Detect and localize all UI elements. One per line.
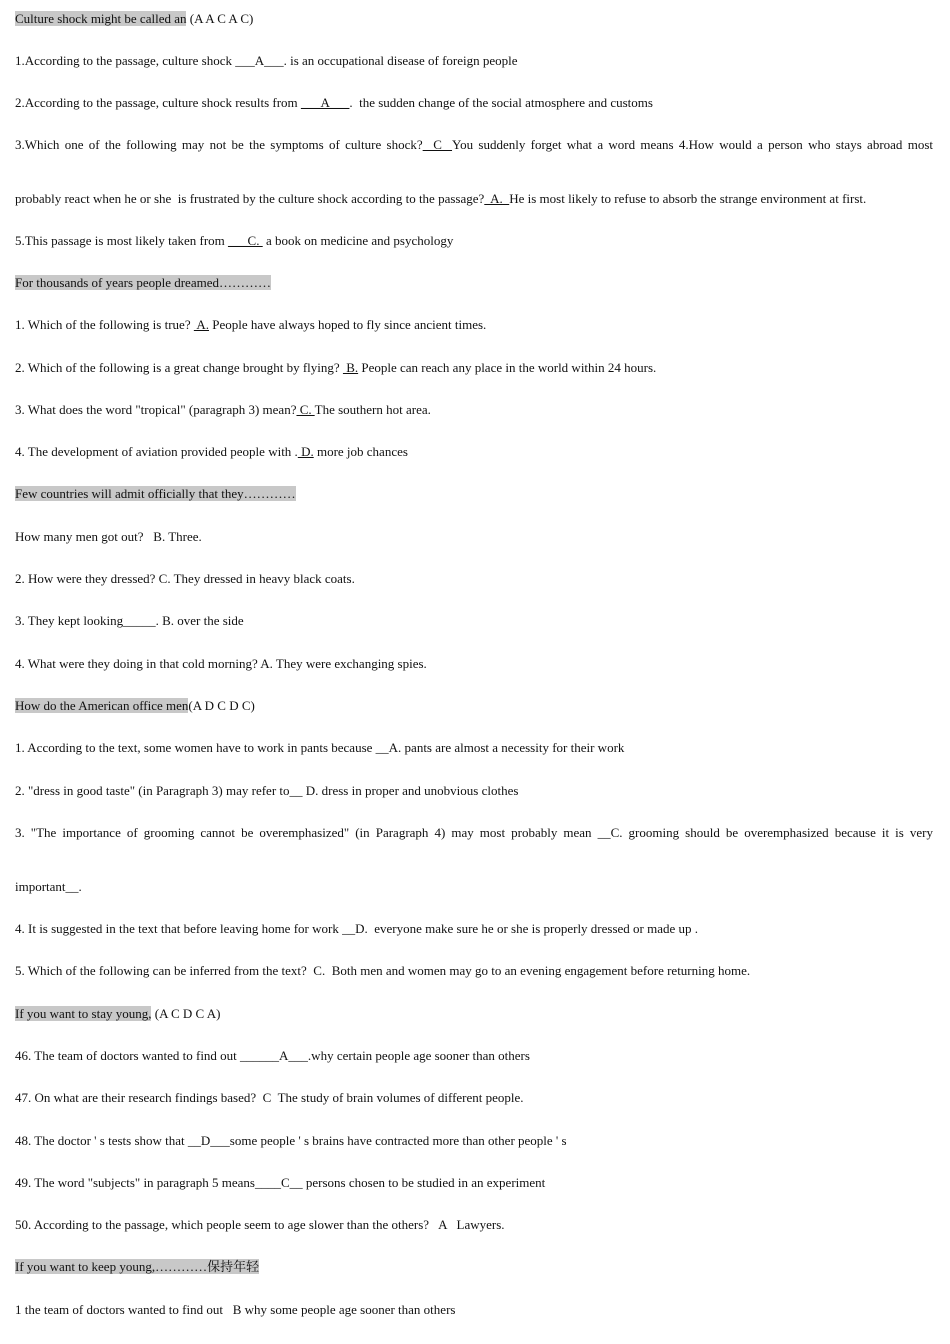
question-line: 1 the team of doctors wanted to find out B why some people age sooner than others (15, 1302, 456, 1317)
question-line: 3. They kept looking_____. B. over the side (15, 613, 244, 628)
question-text: 2.According to the passage, culture shock results from (15, 95, 301, 110)
question-text: 5.This passage is most likely taken from (15, 233, 229, 248)
answer-blank: ___A___ (300, 95, 350, 110)
question-line: 2. "dress in good taste" (in Paragraph 3) may refer to__ D. dress in proper and unobvious clothes (15, 783, 519, 798)
question-line: 48. The doctor ' s tests show that __D___some people ' s brains have contracted more than other people ' s (15, 1133, 567, 1148)
question-line (15, 52, 933, 69)
answer-blank: C. (296, 402, 315, 417)
question-line: 47. On what are their research findings based? C The study of brain volumes of different people. (15, 1090, 524, 1105)
question-line-continuation: important__. (15, 879, 82, 894)
question-text: 3. What does the word "tropical" (paragraph 3) mean? (15, 402, 297, 417)
answer-text: He is most likely to refuse to absorb the strange environment at first. (509, 191, 867, 206)
question-line: 46. The team of doctors wanted to find out ______A___.why certain people age sooner than others (15, 1048, 530, 1063)
answer-summary: (A A C A C) (186, 11, 254, 26)
question-line: 2. How were they dressed? C. They dressed in heavy black coats. (15, 571, 355, 586)
question-text: 1. Which of the following is true? (15, 317, 194, 332)
question-line: 4. It is suggested in the text that before leaving home for work __D. everyone make sure he or she is properly dressed or made up . (15, 921, 699, 936)
question-line: 1. According to the text, some women have to work in pants because __A. pants are almost a necessity for their work (15, 740, 625, 755)
question-line (15, 359, 933, 376)
section-stay-young-heading (15, 1005, 933, 1022)
highlighted-heading: If you want to stay young, (15, 1006, 152, 1021)
question-line (15, 316, 933, 333)
highlighted-heading: Few countries will admit officially that they………… (15, 486, 296, 501)
question-line (15, 232, 933, 249)
question-text: 4. The development of aviation provided people with . (15, 444, 298, 459)
answer-blank: A. (193, 317, 210, 332)
highlighted-heading: For thousands of years people dreamed………… (15, 275, 271, 290)
answer-blank: ___A___ (235, 53, 284, 68)
answer-text: . is an occupational disease of foreign people (283, 53, 518, 68)
question-line (15, 190, 933, 207)
question-text: 2. Which of the following is a great change brought by flying? (15, 360, 343, 375)
section-spies-heading (15, 485, 933, 502)
question-line: 3. "The importance of grooming cannot be overemphasized" (in Paragraph 4) may most probably mean __C. grooming should be overemphasized because it is very (15, 825, 933, 840)
highlighted-heading: If you want to keep young,…………保持年轻 (15, 1259, 260, 1274)
highlighted-heading: Culture shock might be called an (15, 11, 187, 26)
answer-text: . the sudden change of the social atmosphere and customs (349, 95, 653, 110)
question-line (15, 136, 933, 153)
question-line: 5. Which of the following can be inferred from the text? C. Both men and women may go to an evening engagement before returning home. (15, 963, 751, 978)
answer-blank: ___C. (228, 233, 263, 248)
question-text: probably react when he or she is frustrated by the culture shock according to the passage? (15, 191, 485, 206)
answer-blank: D. (297, 444, 314, 459)
question-line (15, 443, 933, 460)
question-line: How many men got out? B. Three. (15, 529, 202, 544)
answer-text: People can reach any place in the world within 24 hours. (358, 360, 657, 375)
section-culture-shock-heading (15, 10, 933, 27)
answer-text: more job chances (313, 444, 408, 459)
answer-blank: C (422, 137, 453, 152)
answer-blank: B. (342, 360, 359, 375)
section-flying-heading (15, 274, 933, 291)
question-line: 49. The word "subjects" in paragraph 5 means____C__ persons chosen to be studied in an experiment (15, 1175, 546, 1190)
answer-text: a book on medicine and psychology (262, 233, 454, 248)
highlighted-heading: How do the American office men (15, 698, 189, 713)
question-line (15, 401, 933, 418)
answer-text: You suddenly forget what a word means 4.How would a person who stays abroad most (452, 137, 933, 152)
question-text: 1.According to the passage, culture shock (15, 53, 236, 68)
answer-text: The southern hot area. (314, 402, 431, 417)
answer-blank: A. (484, 191, 510, 206)
answer-text: People have always hoped to fly since ancient times. (209, 317, 487, 332)
section-keep-young-heading (15, 1258, 933, 1275)
question-line (15, 94, 933, 111)
answer-summary: (A D C D C) (188, 698, 255, 713)
question-text: 3.Which one of the following may not be the symptoms of culture shock? (15, 137, 423, 152)
answer-summary: (A C D C A) (151, 1006, 221, 1021)
question-line: 4. What were they doing in that cold morning? A. They were exchanging spies. (15, 656, 427, 671)
question-line: 50. According to the passage, which people seem to age slower than the others? A Lawyers. (15, 1217, 505, 1232)
section-office-men-heading (15, 697, 933, 714)
